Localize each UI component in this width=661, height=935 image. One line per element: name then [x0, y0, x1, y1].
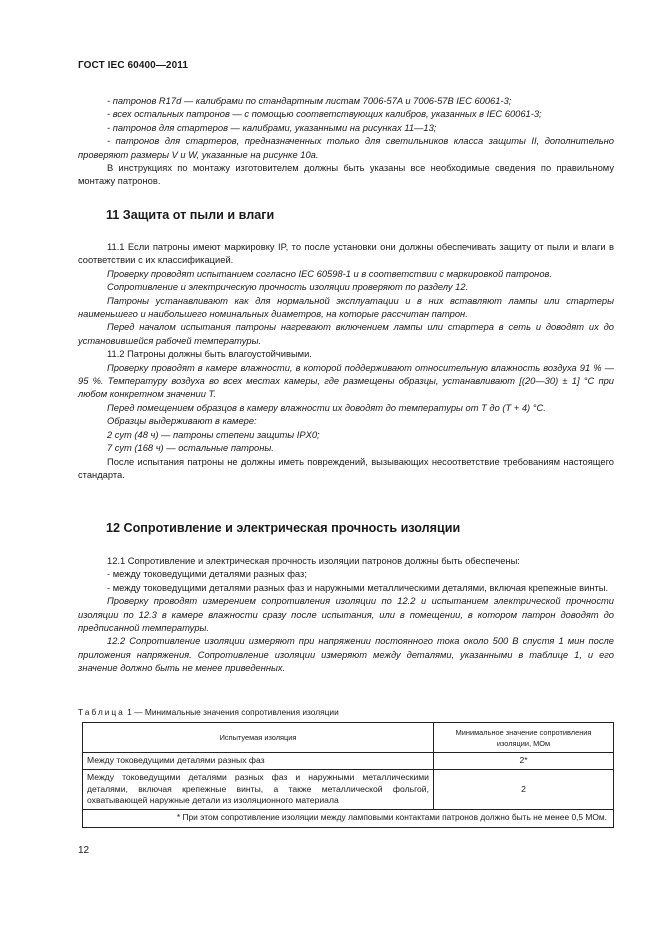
table-col2-header: Минимальное значение сопротивления изоляции, МОм	[434, 723, 614, 753]
section-12-heading: 12 Сопротивление и электрическая прочность изоляции	[106, 521, 461, 535]
table-header-row	[83, 723, 614, 753]
table-cell-value: 2*	[434, 753, 614, 770]
document-header: ГОСТ IEC 60400—2011	[78, 60, 189, 71]
paragraph: 11.1 Если патроны имеют маркировку IP, то после установки они должны обеспечивать защиту от пыли и влаги в соответствии с их классификацией.	[78, 242, 614, 266]
table-cell-value: 2	[434, 770, 614, 810]
paragraph: Сопротивление и электрическую прочность изоляции проверяют по разделу 12.	[107, 282, 469, 293]
paragraph: Проверку проводят в камере влажности, в которой поддерживают относительную влажность воздуха 91 % — 95 %. Температуру воздуха во всех местах камеры, где размещены образцы, устанавливают [(20—30) ± 1] °С при любом конкретном значении Т.	[78, 362, 614, 400]
table-caption-text: 1 — Минимальные значения сопротивления изоляции	[124, 707, 339, 717]
table-caption-prefix: Таблица	[78, 707, 125, 717]
intro-item: - патронов для стартеров, предназначенных только для светильников класса защиты II, дополнительно проверяют размеры V и W, указанные на рисунке 10а.	[78, 136, 614, 160]
intro-item: - патронов для стартеров — калибрами, указанными на рисунках 11—13;	[107, 122, 437, 133]
table-col1-header: Испытуемая изоляция	[83, 723, 434, 753]
table-row	[83, 753, 614, 770]
table-caption	[78, 706, 339, 719]
page-number: 12	[78, 845, 90, 856]
paragraph: - между токоведущими деталями разных фаз и наружными металлическими деталями, включая крепежные винты.	[107, 582, 609, 593]
paragraph: 12.2 Сопротивление изоляции измеряют при напряжении постоянного тока около 500 В спустя 1 мин после приложения напряжения. Сопротивление изоляции измеряют между деталями, указанными в таблице 1, и его значение должно быть не менее приведенных.	[78, 636, 614, 674]
paragraph: - между токоведущими деталями разных фаз;	[107, 569, 307, 580]
table-cell-insulation: Между токоведущими деталями разных фаз и наружными металлическими деталями, включая крепежные винты, а также металлической фольгой, охватывающей наружные детали из изоляционного материала	[83, 770, 434, 810]
paragraph: Патроны устанавливают как для нормальной эксплуатации и в них вставляют лампы или стартеры наименьшего и наибольшего номинальных диаметров, на которые рассчитан патрон.	[78, 295, 614, 320]
paragraph: Перед началом испытания патроны нагревают включением лампы или стартера в сеть и доводят их до установившейся рабочей температуры.	[78, 322, 614, 346]
table-footnote: * При этом сопротивление изоляции между ламповыми контактами патронов должно быть не менее 0,5 МОм.	[83, 809, 614, 827]
paragraph: Проверку проводят испытанием согласно IEC 60598-1 и в соответствии с маркировкой патронов.	[107, 268, 552, 279]
section-11-body	[78, 241, 614, 482]
table-footnote-row	[83, 809, 614, 827]
section-12-body	[78, 555, 614, 676]
paragraph: После испытания патроны не должны иметь повреждений, вызывающих несоответствие требованиям настоящего стандарта.	[78, 456, 614, 480]
paragraph: Образцы выдерживают в камере:	[107, 416, 257, 427]
paragraph: 12.1 Сопротивление и электрическая прочность изоляции патронов должны быть обеспечены:	[107, 556, 520, 566]
paragraph: 2 сут (48 ч) — патроны степени защиты IPX0;	[107, 429, 320, 440]
section-11-heading: 11 Защита от пыли и влаги	[106, 208, 275, 222]
intro-block	[78, 95, 614, 189]
intro-item: - всех остальных патронов — с помощью соответствующих калибров, указанных в IEC 60061-3;	[107, 109, 542, 120]
intro-paragraph: В инструкциях по монтажу изготовителем должны быть указаны все необходимые сведения по правильному монтажу патронов.	[78, 163, 614, 187]
table-cell-insulation: Между токоведущими деталями разных фаз	[83, 753, 434, 770]
table-row	[83, 770, 614, 810]
paragraph: Перед помещением образцов в камеру влажности их доводят до температуры от Т до (Т + 4) °С.	[107, 402, 546, 413]
insulation-table	[82, 722, 614, 828]
paragraph: 11.2 Патроны должны быть влагоустойчивыми.	[107, 349, 312, 360]
paragraph: 7 сут (168 ч) — остальные патроны.	[107, 443, 274, 454]
paragraph: Проверку проводят измерением сопротивления изоляции по 12.2 и испытанием электрической прочности изоляции по 12.3 в камере влажности сразу после испытания, или в помещении, в котором патрон доводят до предписанной температуры.	[78, 596, 614, 634]
intro-item: - патронов R17d — калибрами по стандартным листам 7006-57A и 7006-57B IEC 60061-3;	[107, 96, 512, 106]
